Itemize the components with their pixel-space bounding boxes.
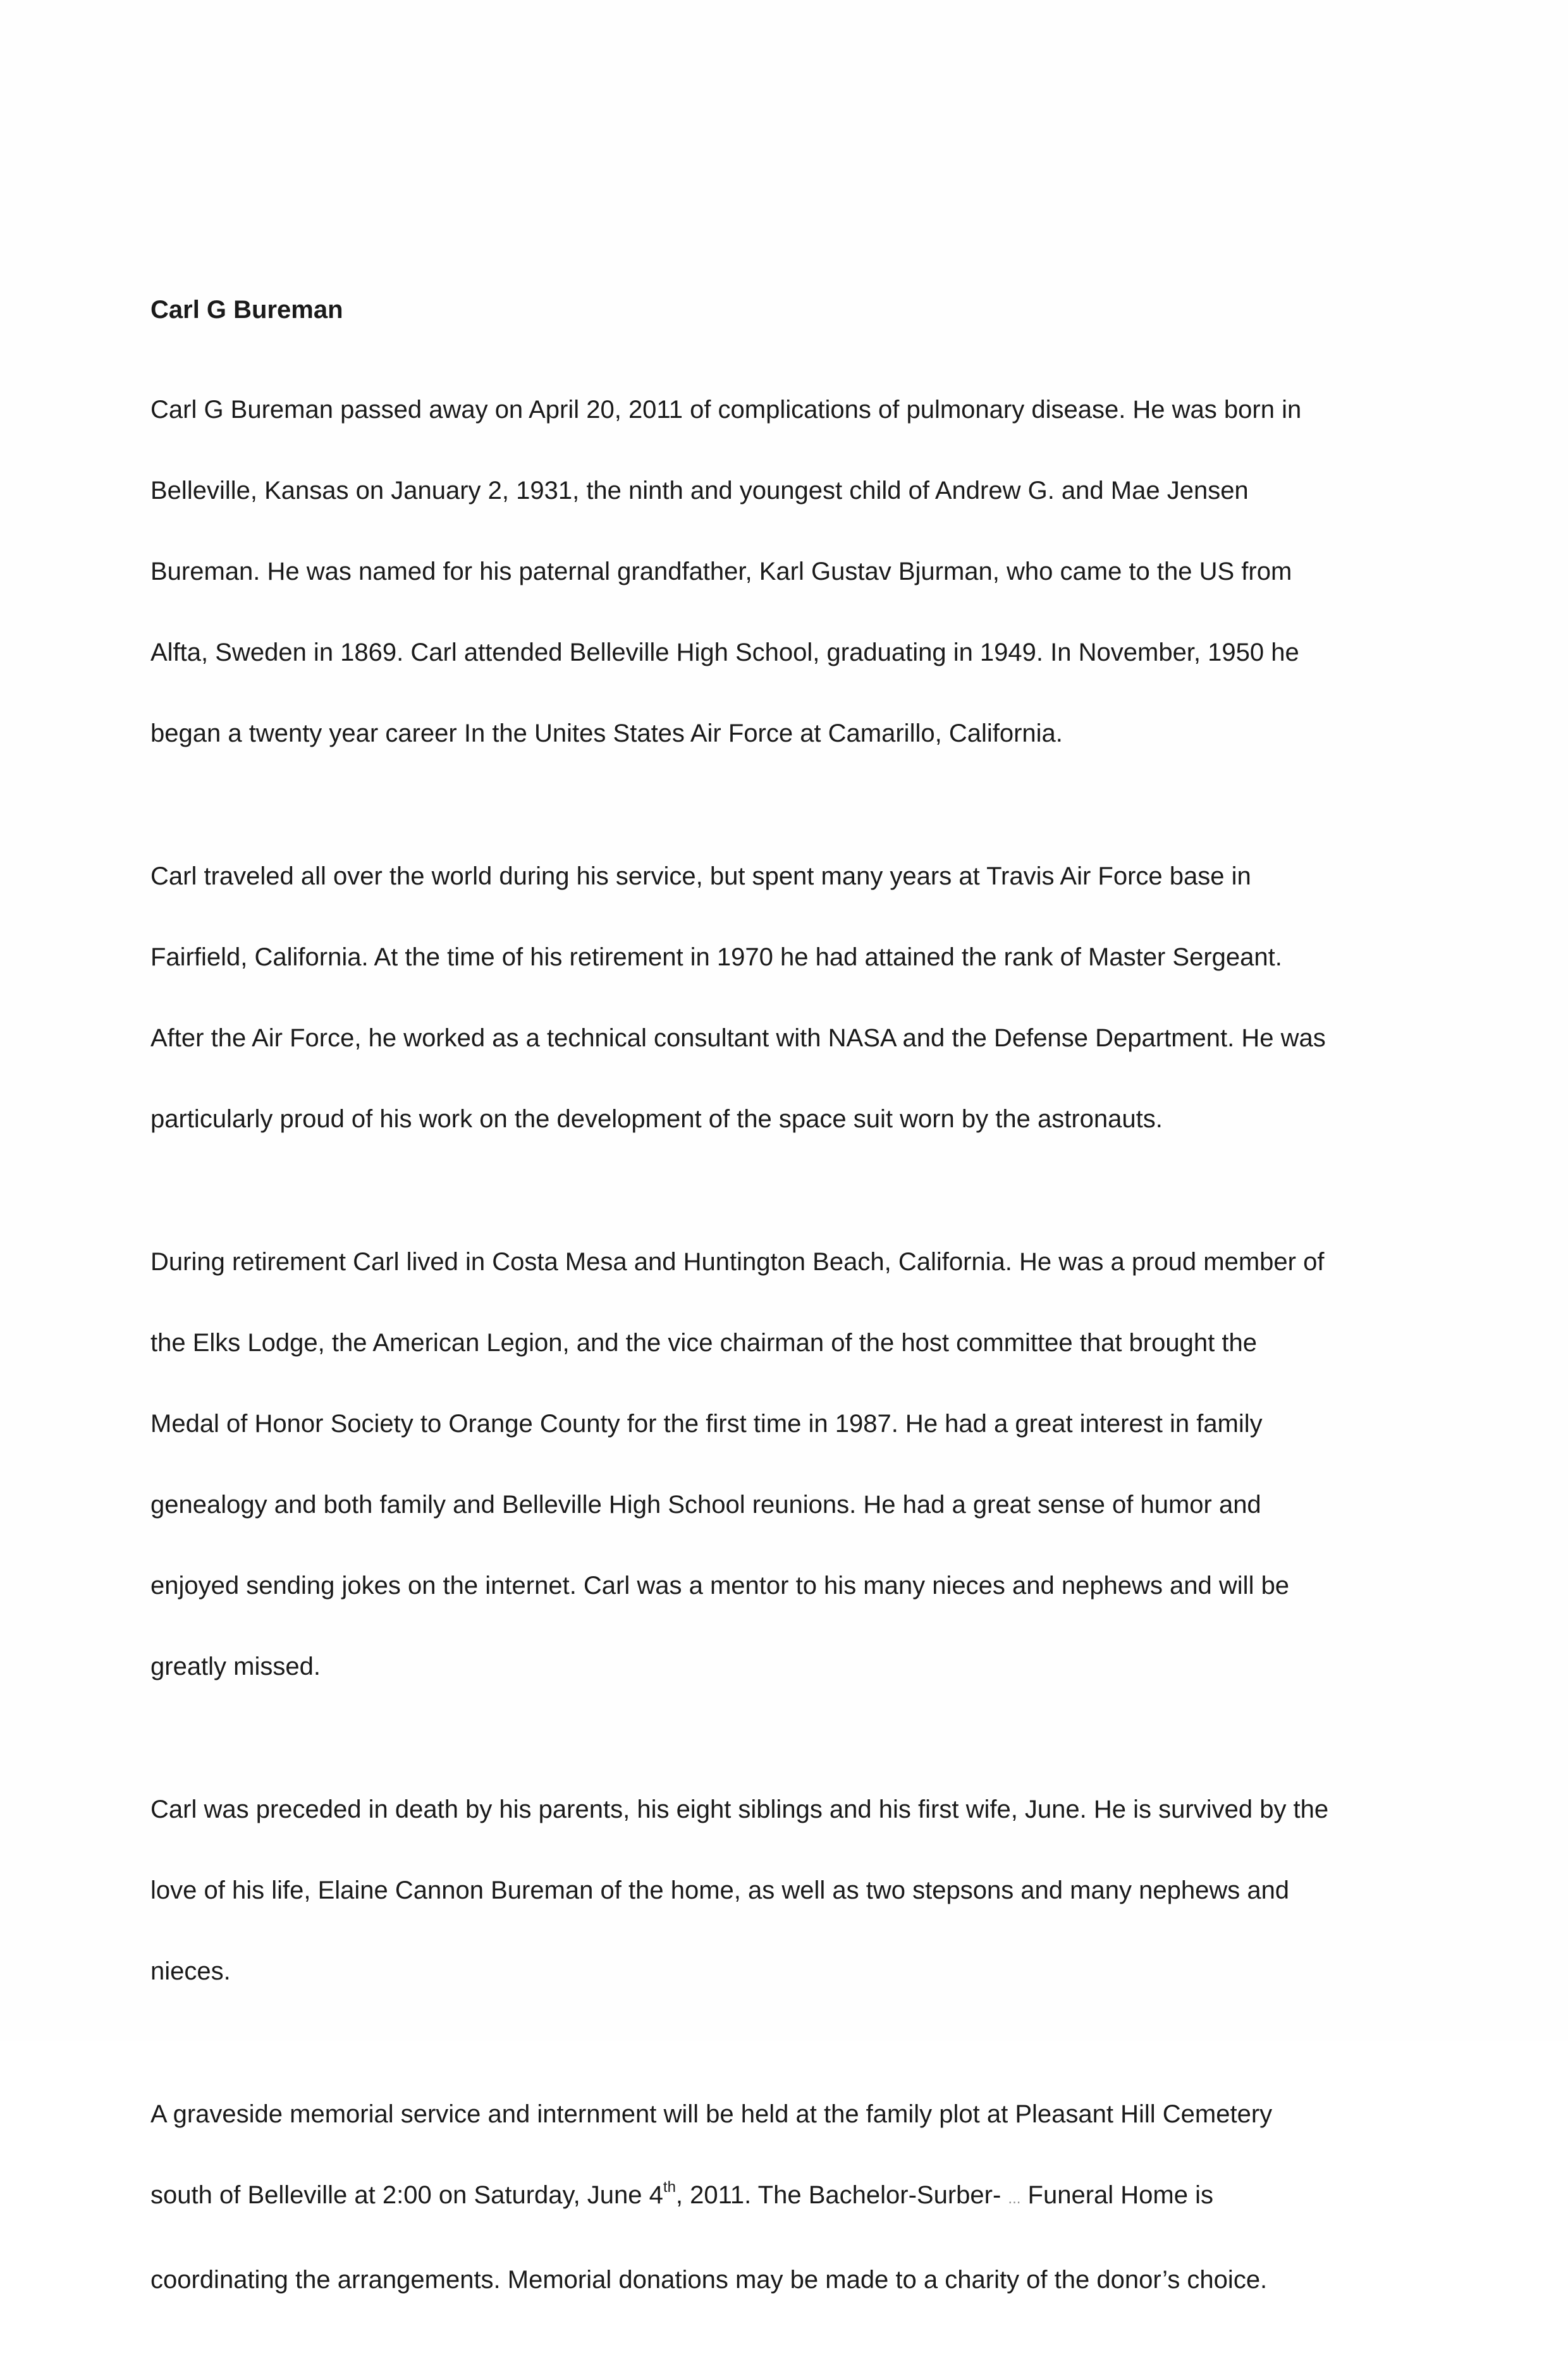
text-line: Alfta, Sweden in 1869. Carl attended Belleville High School, graduating in 1949. In November, 1950 he (150, 639, 1299, 666)
text-line: particularly proud of his work on the development of the space suit worn by the astronauts. (150, 1105, 1163, 1133)
text-line: Carl G Bureman passed away on April 20, 2011 of complications of pulmonary disease. He was born in (150, 396, 1302, 424)
text-line: love of his life, Elaine Cannon Bureman of the home, as well as two stepsons and many nephews and (150, 1876, 1290, 1904)
paragraph-3 (150, 1201, 1421, 1727)
paragraph-2 (150, 816, 1421, 1180)
text-segment: Funeral Home is (1020, 2181, 1213, 2209)
text-line: Carl traveled all over the world during his service, but spent many years at Travis Air Force base in (150, 862, 1251, 890)
illegible-mark: ... (1008, 2190, 1021, 2207)
text-line: Fairfield, California. At the time of his retirement in 1970 he had attained the rank of Master Sergeant. (150, 943, 1282, 971)
text-line: greatly missed. (150, 1653, 321, 1680)
text-line: coordinating the arrangements. Memorial donations may be made to a charity of the donor’s choice. (150, 2266, 1268, 2294)
paragraph-1 (150, 349, 1421, 794)
text-line (150, 2175, 1421, 2219)
obituary-content (150, 292, 1421, 2362)
text-line: began a twenty year career In the Unites States Air Force at Camarillo, California. (150, 719, 1063, 747)
text-line: Medal of Honor Society to Orange County for the first time in 1987. He had a great interest in family (150, 1410, 1263, 1438)
text-line: nieces. (150, 1957, 231, 1985)
text-line: genealogy and both family and Belleville High School reunions. He had a great sense of humor and (150, 1491, 1261, 1519)
text-segment: south of Belleville at 2:00 on Saturday, June 4 (150, 2181, 663, 2209)
text-line: After the Air Force, he worked as a technical consultant with NASA and the Defense Department. He was (150, 1024, 1326, 1052)
text-line: enjoyed sending jokes on the internet. Carl was a mentor to his many nieces and nephews and will be (150, 1572, 1290, 1600)
paragraph-4 (150, 1749, 1421, 2032)
text-line: A graveside memorial service and internment will be held at the family plot at Pleasant Hill Cemetery (150, 2100, 1273, 2128)
paragraph-5 (150, 2053, 1421, 2341)
text-line: During retirement Carl lived in Costa Mesa and Huntington Beach, California. He was a proud member of (150, 1248, 1325, 1276)
obituary-title: Carl G Bureman (150, 296, 343, 324)
text-segment: , 2011. The Bachelor-Surber- (675, 2181, 1001, 2209)
text-line: Carl was preceded in death by his parents, his eight siblings and his first wife, June. He is survived by the (150, 1796, 1329, 1823)
ordinal-suffix: th (663, 2178, 676, 2196)
text-line: Belleville, Kansas on January 2, 1931, the ninth and youngest child of Andrew G. and Mae Jensen (150, 477, 1249, 505)
text-line: Bureman. He was named for his paternal grandfather, Karl Gustav Bjurman, who came to the US from (150, 558, 1292, 585)
text-line: the Elks Lodge, the American Legion, and the vice chairman of the host committee that brought the (150, 1329, 1257, 1357)
